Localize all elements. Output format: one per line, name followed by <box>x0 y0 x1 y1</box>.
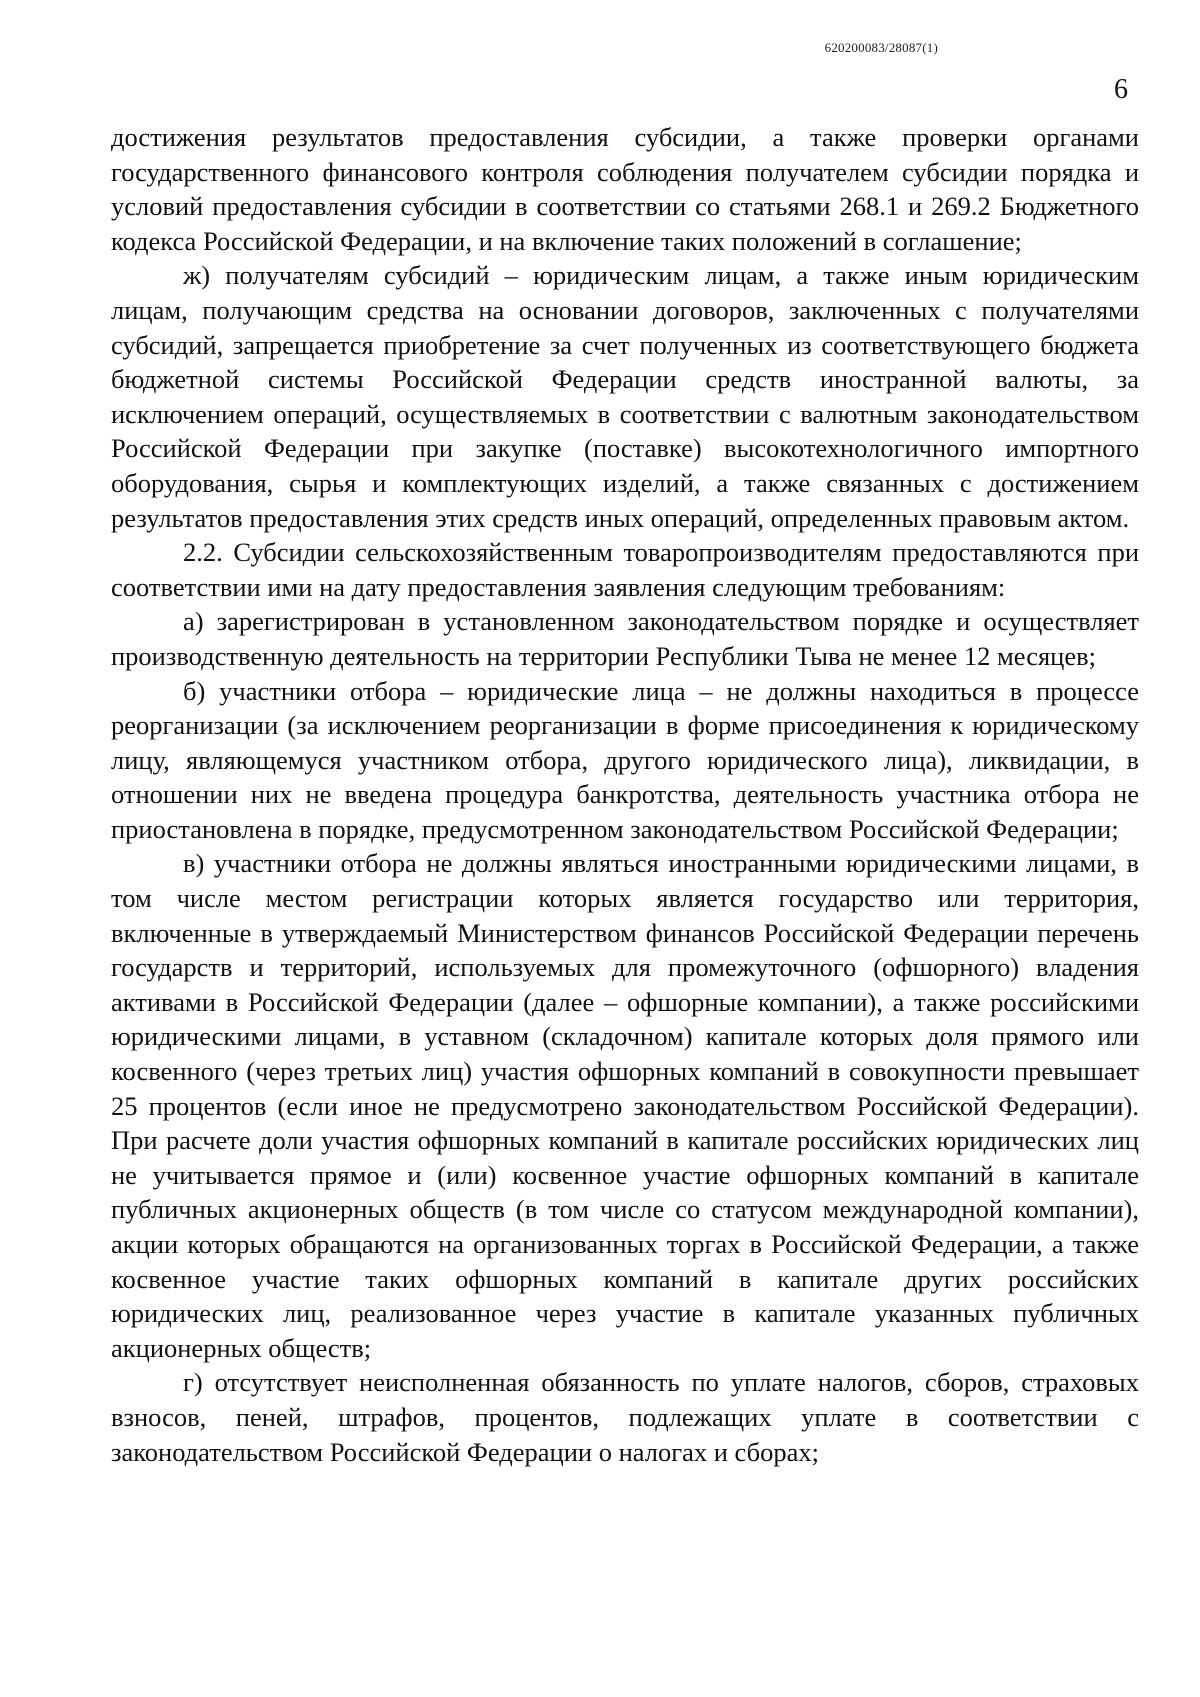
paragraph-item-b: б) участники отбора – юридические лица – не должны находиться в процессе реорганизации (за исключением реорганизации в форме присоединения к юридическому лицу, являющемуся участником отбора, другого юридического лица), ликвидации, в отношении них не введена процедура банкротства, деятельность участника отбора не приостановлена в порядке, предусмотренном законодательством Российской Федерации; <box>111 675 1139 844</box>
paragraph-item-v: в) участники отбора не должны являться иностранными юридическими лицами, в том числе местом регистрации которых является государство или территория, включенные в утверждаемый Министерством финансов Российской Федерации перечень государств и территорий, используемых для промежуточного (офшорного) владения активами в Российской Федерации (далее – офшорные компании), а также российскими юридическими лицами, в уставном (складочном) капитале которых доля прямого или косвенного (через третьих лиц) участия офшорных компаний в совокупности превышает 25 процентов (если иное не предусмотрено законодательством Российской Федерации). При расчете доли участия офшорных компаний в капитале российских юридических лиц не учитывается прямое и (или) косвенное участие офшорных компаний в капитале публичных акционерных обществ (в том числе со статусом международной компании), акции которых обращаются на организованных торгах в Российской Федерации, а также косвенное участие таких офшорных компаний в капитале других российских юридических лиц, реализованное через участие в капитале указанных публичных акционерных обществ; <box>111 848 1139 1363</box>
paragraph-item-g: г) отсутствует неисполненная обязанность по уплате налогов, сборов, страховых взносов, пеней, штрафов, процентов, подлежащих уплате в соответствии с законодательством Российской Федерации о налогах и сборах; <box>111 1367 1139 1467</box>
paragraph-continuation: достижения результатов предоставления субсидии, а также проверки органами государственного финансового контроля соблюдения получателем субсидии порядка и условий предоставления субсидии в соответствии со статьями 268.1 и 269.2 Бюджетного кодекса Российской Федерации, и на включение таких положений в соглашение; <box>111 122 1139 256</box>
paragraph-item-zh: ж) получателям субсидий – юридическим лицам, а также иным юридическим лицам, получающим средства на основании договоров, заключенных с получателями субсидий, запрещается приобретение за счет полученных из соответствующего бюджета бюджетной системы Российской Федерации средств иностранной валюты, за исключением операций, осуществляемых в соответствии с валютным законодательством Российской Федерации при закупке (поставке) высокотехнологичного импортного оборудования, сырья и комплектующих изделий, а также связанных с достижением результатов предоставления этих средств иных операций, определенных правовым актом. <box>111 260 1139 533</box>
page-number: 6 <box>1114 74 1128 105</box>
paragraph-section-2-2: 2.2. Субсидии сельскохозяйственным товаропроизводителям предоставляются при соответствии ими на дату предоставления заявления следующим требованиям: <box>111 537 1139 602</box>
paragraph-item-a: а) зарегистрирован в установленном законодательством порядке и осуществляет производственную деятельность на территории Республики Тыва не менее 12 месяцев; <box>111 606 1139 671</box>
document-body <box>111 120 1139 1469</box>
document-id: 620200083/28087(1) <box>824 40 938 55</box>
